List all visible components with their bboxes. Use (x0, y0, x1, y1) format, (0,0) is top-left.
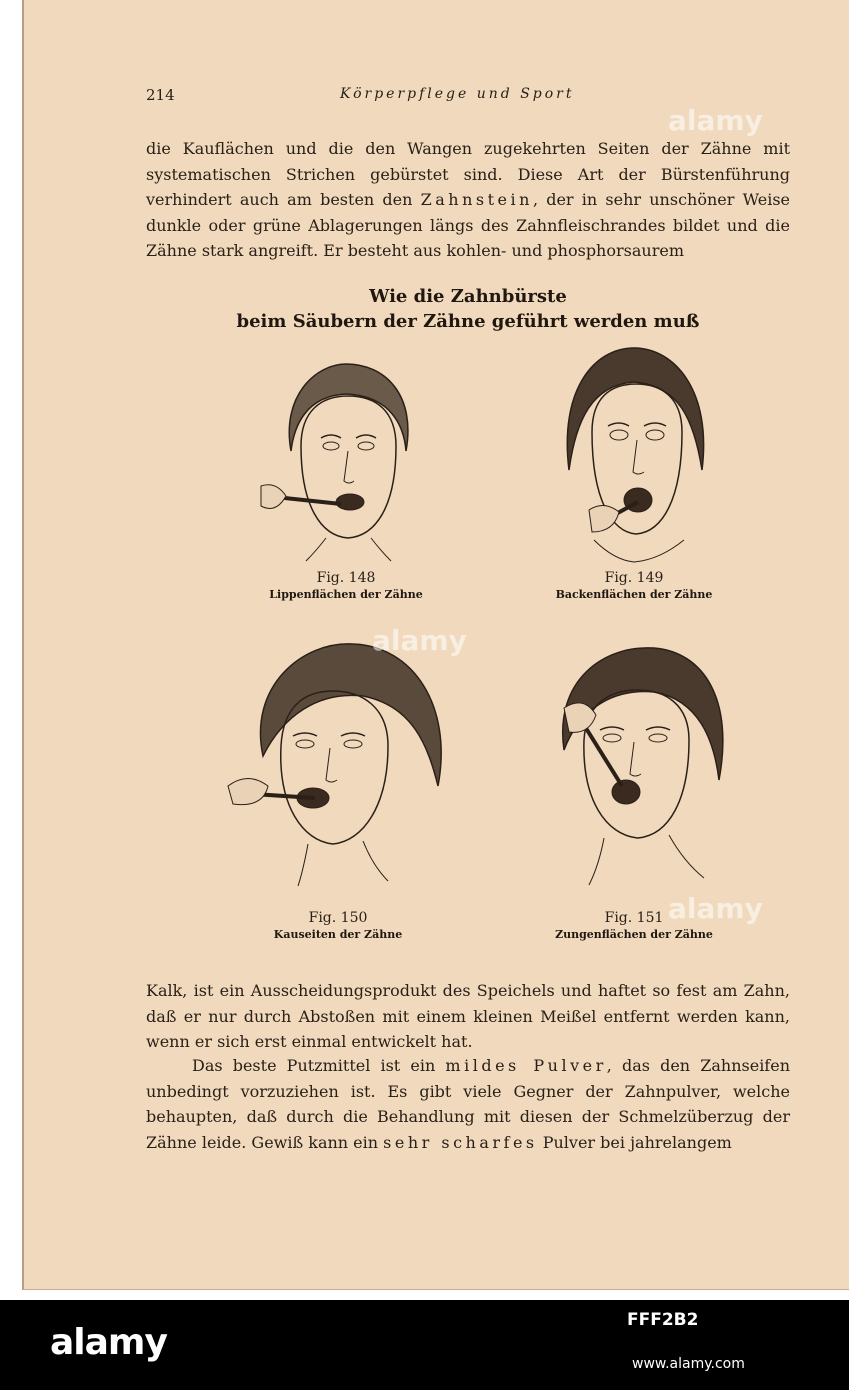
image-id: FFF2B2 (627, 1310, 699, 1330)
figure-150 (218, 636, 458, 941)
paragraph-top (146, 136, 790, 264)
figure-148 (226, 356, 466, 601)
figure-149-caption: Backenflächen der Zähne (555, 588, 713, 601)
figure-150-caption: Kauseiten der Zähne (273, 928, 403, 941)
footer-bar (0, 1300, 849, 1390)
figure-148-number: Fig. 148 (316, 570, 376, 586)
watermark-2: alamy (372, 624, 467, 657)
figure-title-line1: Wie die Zahnbürste (369, 286, 567, 307)
figure-148-caption: Lippenflächen der Zähne (269, 588, 423, 601)
paragraph-bottom2 (146, 1053, 790, 1155)
illustration-cheek-surfaces (534, 340, 734, 566)
figure-149-number: Fig. 149 (604, 570, 664, 586)
illustration-chewing-surfaces (223, 636, 453, 906)
paragraph-top-part2: , der in sehr unschöner Weise dunkle oder grüne Ablagerungen längs des Zahnfleischrandes bildet und die Zähne stark angreift. Er besteht aus kohlen- und phosphorsaurem (146, 190, 790, 260)
page-number: 214 (146, 86, 175, 104)
illustration-tongue-surfaces (534, 640, 734, 906)
figure-151-caption: Zungenflächen der Zähne (555, 928, 713, 941)
paragraph-top-part1: die Kauflächen und die den Wangen zugekehrten Seiten der Zähne mit systematischen Strichen gebürstet sind. Diese Art der Bürstenführung verhindert auch am besten den (146, 139, 790, 209)
paragraph-bottom2-spaced2: sehr scharfes (383, 1132, 538, 1152)
alamy-logo: alamy (50, 1322, 167, 1363)
running-head: Körperpflege und Sport (340, 86, 575, 102)
figure-151-number: Fig. 151 (604, 910, 664, 926)
watermark-1: alamy (668, 104, 763, 137)
paragraph-top-spaced: Zahnstein (420, 190, 533, 209)
figure-title-line2: beim Säubern der Zähne geführt werden muß (236, 311, 700, 332)
paragraph-bottom2-part2: , das den Zahnseifen unbedingt vorzuziehen ist. Es gibt viele Gegner der Zahnpulver, welche behaupten, daß durch die Behandlung mit diesen der Schmelzüberzug der Zähne leide. Gewiß kann ein (146, 1056, 791, 1152)
figure-150-number: Fig. 150 (308, 910, 368, 926)
watermark-3: alamy (668, 892, 763, 925)
paragraph-bottom1: Kalk, ist ein Ausscheidungsprodukt des Speichels und haftet so fest am Zahn, daß er nur durch Abstoßen mit einem kleinen Meißel entfernt werden kann, wenn er sich erst einmal entwickelt hat. (146, 981, 790, 1051)
site-url: www.alamy.com (632, 1356, 745, 1372)
figure-149 (514, 340, 754, 601)
paragraph-bottom2-part3: Pulver bei jahrelangem (537, 1132, 732, 1152)
paragraph-bottom2-part1: Das beste Putzmittel ist ein (192, 1056, 446, 1075)
illustration-lip-surfaces (246, 356, 446, 566)
paragraph-bottom2-spaced1: mildes Pulver (445, 1056, 607, 1075)
